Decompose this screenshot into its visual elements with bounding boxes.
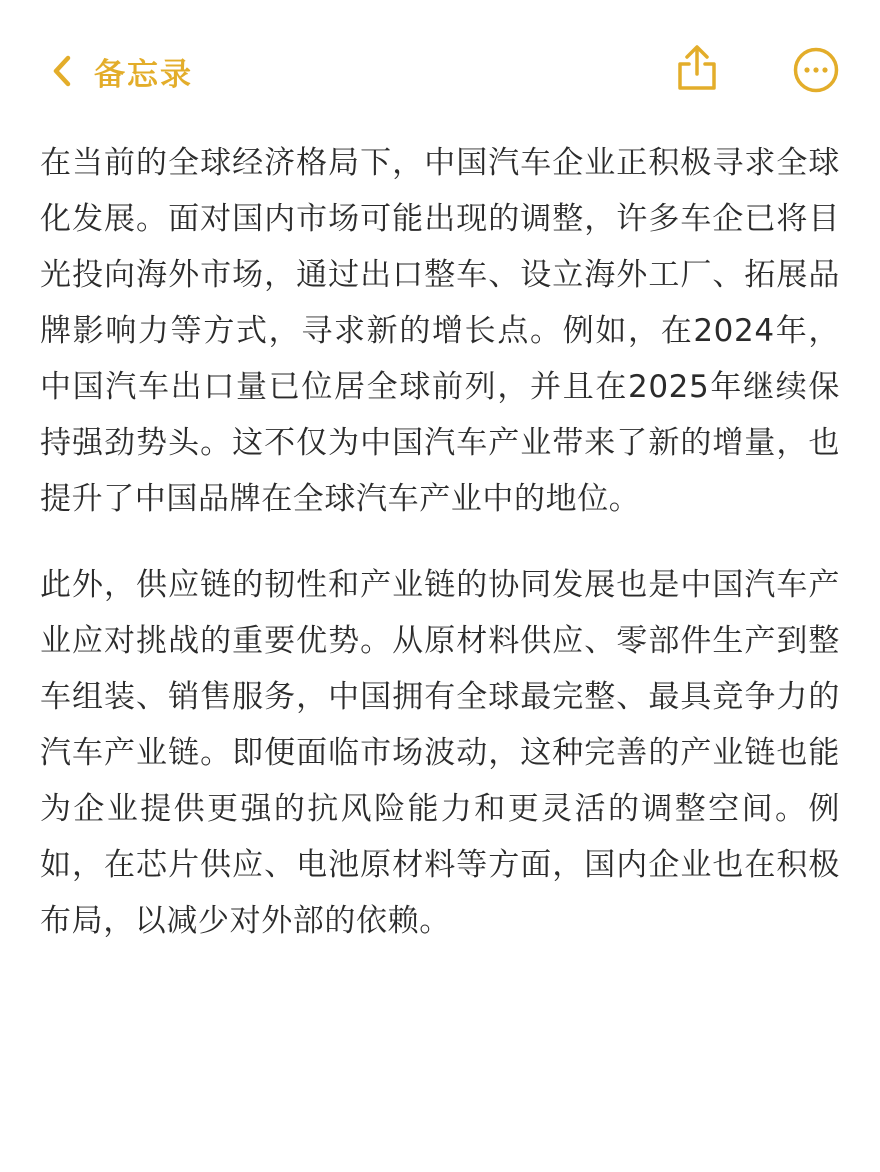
- more-icon: [792, 46, 840, 94]
- note-paragraph-2[interactable]: 此外，供应链的韧性和产业链的协同发展也是中国汽车产业应对挑战的重要优势。从原材料供应、零部件生产到整车组装、销售服务，中国拥有全球最完整、最具竞争力的汽车产业链。即便面临市场波动，这种完善的产业链也能为企业提供更强的抗风险能力和更灵活的调整空间。例如，在芯片供应、电池原材料等方面，国内企业也在积极布局，以减少对外部的依赖。: [40, 567, 840, 939]
- more-button[interactable]: [792, 46, 840, 94]
- chevron-left-icon: [48, 53, 76, 89]
- back-label: 备忘录: [94, 56, 193, 93]
- note-body[interactable]: [40, 135, 840, 949]
- navigation-bar: [0, 0, 880, 140]
- note-paragraph-1[interactable]: 在当前的全球经济格局下，中国汽车企业正积极寻求全球化发展。面对国内市场可能出现的调整，许多车企已将目光投向海外市场，通过出口整车、设立海外工厂、拓展品牌影响力等方式，寻求新的增长点。例如，在2024年，中国汽车出口量已位居全球前列，并且在2025年继续保持强劲势头。这不仅为中国汽车产业带来了新的增量，也提升了中国品牌在全球汽车产业中的地位。: [40, 145, 840, 517]
- share-button[interactable]: [674, 44, 720, 94]
- back-button[interactable]: [48, 46, 193, 96]
- share-icon: [674, 44, 720, 94]
